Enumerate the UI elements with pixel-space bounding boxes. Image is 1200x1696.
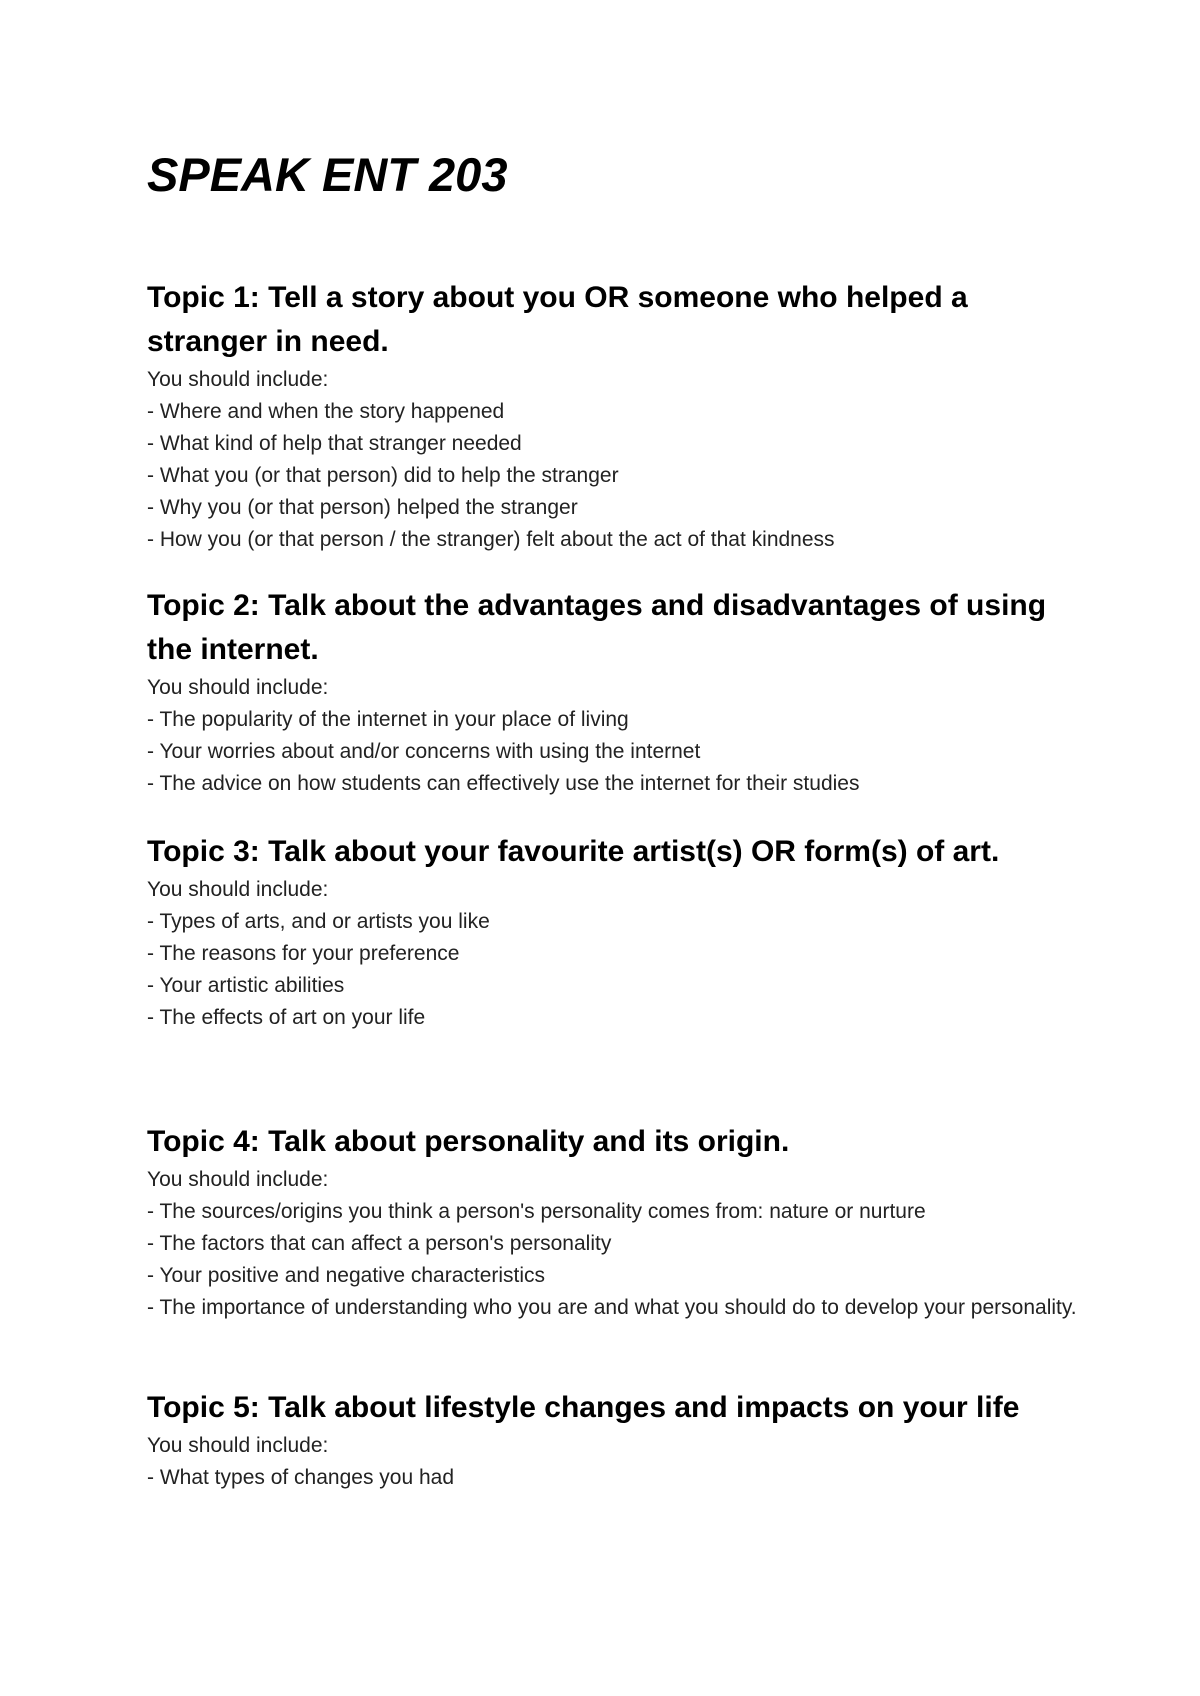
topic-heading: Topic 4: Talk about personality and its origin. (147, 1125, 790, 1158)
requirement-item: - What kind of help that stranger needed (147, 432, 522, 455)
requirement-item: - Why you (or that person) helped the stranger (147, 496, 578, 519)
requirement-item: - Types of arts, and or artists you like (147, 910, 490, 933)
include-label: You should include: (147, 1168, 329, 1191)
include-label: You should include: (147, 676, 329, 699)
requirement-item: - How you (or that person / the stranger) felt about the act of that kindness (147, 528, 835, 551)
requirement-list (147, 704, 1087, 800)
include-label: You should include: (147, 368, 329, 391)
requirement-list (147, 906, 1087, 1034)
topic-section (147, 584, 1087, 800)
topic-heading: Topic 1: Tell a story about you OR someone who helped a stranger in need. (147, 281, 968, 358)
requirement-item: - Your artistic abilities (147, 974, 345, 997)
requirement-item: - Where and when the story happened (147, 400, 505, 423)
requirement-list (147, 1196, 1087, 1324)
requirement-list (147, 1462, 1087, 1494)
requirement-item: - What types of changes you had (147, 1466, 455, 1489)
requirement-item: - The effects of art on your life (147, 1006, 426, 1029)
topic-section (147, 276, 1087, 556)
requirement-item: - Your worries about and/or concerns with using the internet (147, 740, 701, 763)
include-label: You should include: (147, 1434, 329, 1457)
requirement-list (147, 396, 1087, 556)
requirement-item: - The sources/origins you think a person's personality comes from: nature or nurture (147, 1200, 926, 1223)
requirement-item: - The advice on how students can effectively use the internet for their studies (147, 772, 860, 795)
document-title: SPEAK ENT 203 (147, 148, 508, 201)
requirement-item: - The factors that can affect a person's personality (147, 1232, 612, 1255)
requirement-item: - The importance of understanding who you are and what you should do to develop your personality. (147, 1296, 1077, 1319)
requirement-item: - What you (or that person) did to help the stranger (147, 464, 619, 487)
requirement-item: - Your positive and negative characteristics (147, 1264, 546, 1287)
topic-heading: Topic 3: Talk about your favourite artist(s) OR form(s) of art. (147, 835, 1000, 868)
topic-section (147, 830, 1087, 1034)
topic-heading: Topic 2: Talk about the advantages and disadvantages of using the internet. (147, 589, 1047, 666)
topic-section (147, 1120, 1087, 1324)
topic-heading: Topic 5: Talk about lifestyle changes and impacts on your life (147, 1391, 1020, 1424)
requirement-item: - The popularity of the internet in your place of living (147, 708, 629, 731)
include-label: You should include: (147, 878, 329, 901)
topic-section (147, 1386, 1087, 1494)
requirement-item: - The reasons for your preference (147, 942, 460, 965)
